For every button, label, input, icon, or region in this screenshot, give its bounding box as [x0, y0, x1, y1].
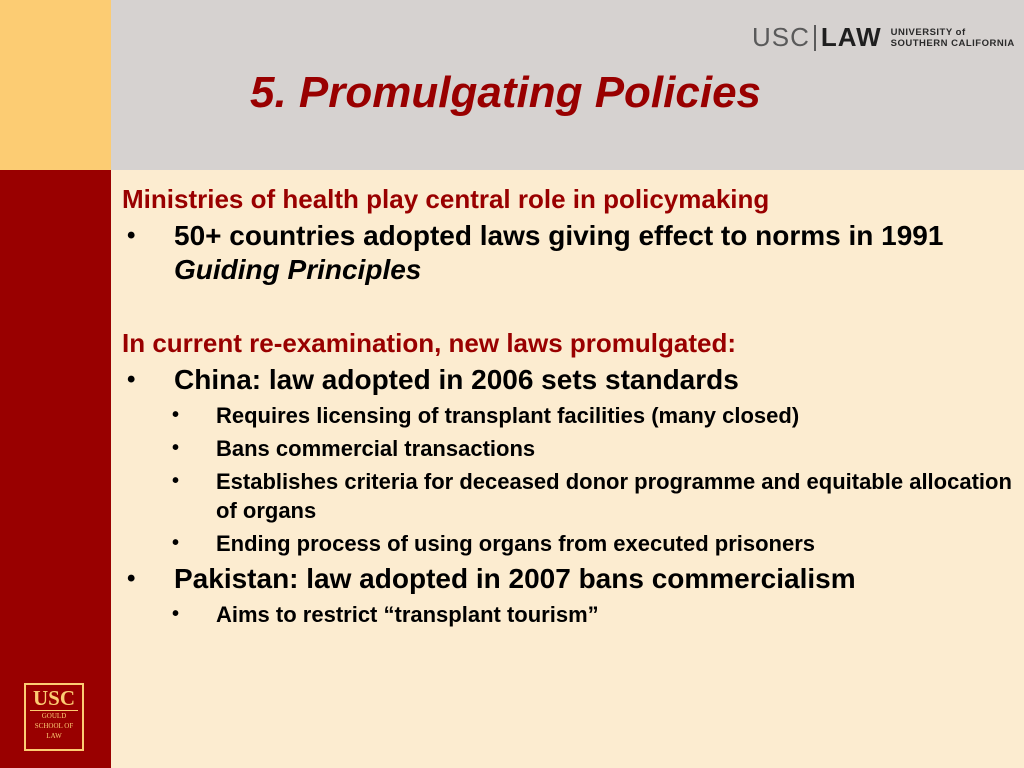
section2-bullets	[122, 363, 1017, 629]
seal-gould-text: GOULD	[30, 710, 78, 721]
subbullet-text: Bans commercial transactions	[216, 436, 536, 461]
logo-usc-text: USC	[752, 22, 810, 52]
bullet-text: 50+ countries adopted laws giving effect to norms in 1991	[174, 220, 944, 251]
list-item	[122, 219, 1017, 287]
section-spacer	[122, 287, 1017, 327]
logo-university-text	[891, 27, 1015, 49]
list-item	[122, 562, 1017, 629]
header-corner-block	[0, 0, 111, 170]
seal-usc-text: USC	[32, 686, 75, 710]
bullet-icon: •	[172, 437, 180, 459]
list-item	[122, 467, 1017, 525]
bullet-icon: •	[172, 603, 180, 625]
list-item	[122, 434, 1017, 463]
pakistan-subbullets	[174, 600, 1017, 629]
bullet-text: Pakistan: law adopted in 2007 bans commercialism	[174, 563, 856, 594]
seal-law-text: LAW	[46, 732, 62, 740]
logo-law-text: LAW	[820, 22, 882, 52]
slide-title: 5. Promulgating Policies	[250, 68, 762, 117]
bullet-icon: •	[127, 222, 136, 249]
logo-university-line2: SOUTHERN CALIFORNIA	[890, 37, 1015, 49]
seal-school-text: SCHOOL OF	[34, 722, 74, 730]
bullet-text: China: law adopted in 2006 sets standards	[174, 364, 739, 395]
list-item	[122, 600, 1017, 629]
bullet-icon: •	[127, 565, 136, 592]
china-subbullets	[174, 401, 1017, 558]
subbullet-text: Aims to restrict “transplant tourism”	[216, 602, 599, 627]
left-sidebar-band	[0, 170, 111, 768]
section1-heading: Ministries of health play central role in policymaking	[122, 184, 770, 214]
list-item	[122, 363, 1017, 558]
subbullet-text: Establishes criteria for deceased donor programme and equitable allocation of organs	[216, 469, 1012, 523]
bullet-icon: •	[172, 532, 180, 554]
slide-content	[122, 183, 1017, 629]
usc-gould-seal-logo	[24, 683, 84, 751]
logo-university-line1: UNIVERSITY of	[890, 26, 966, 38]
list-item	[122, 529, 1017, 558]
logo-divider	[814, 25, 816, 51]
subbullet-text: Requires licensing of transplant facilities (many closed)	[216, 403, 800, 428]
subbullet-text: Ending process of using organs from executed prisoners	[216, 531, 816, 556]
bullet-italic-text: Guiding Principles	[174, 254, 422, 285]
section1-bullets	[122, 219, 1017, 287]
usc-law-logo	[752, 22, 1015, 53]
bullet-icon: •	[172, 470, 180, 492]
section2-heading: In current re-examination, new laws promulgated:	[122, 328, 737, 358]
bullet-icon: •	[127, 366, 136, 393]
bullet-icon: •	[172, 404, 180, 426]
list-item	[122, 401, 1017, 430]
